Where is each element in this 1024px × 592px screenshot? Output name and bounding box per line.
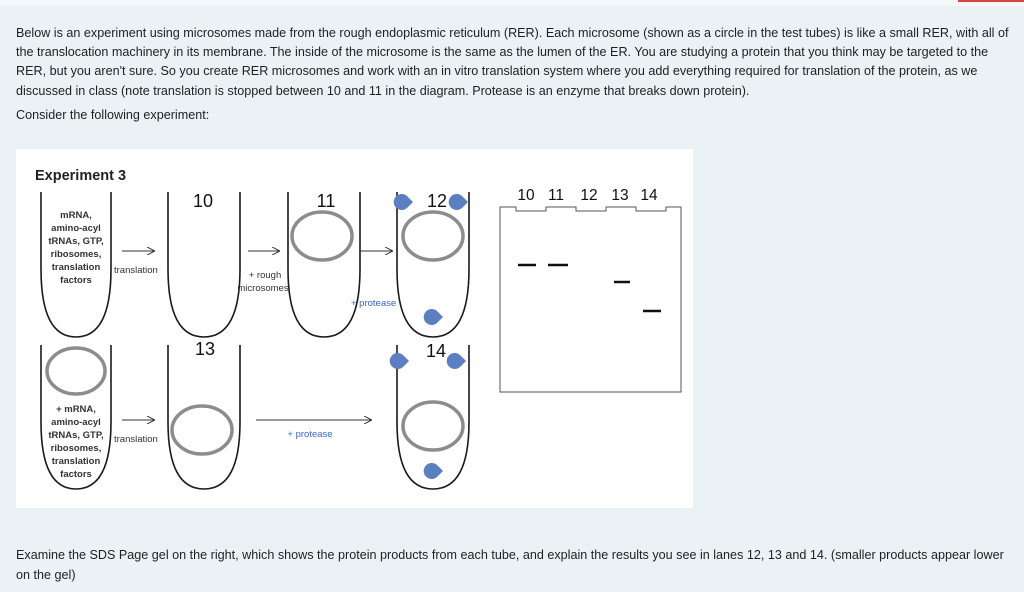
step-label-protease-top: + protease [351,298,397,309]
accent-bar [958,0,1024,2]
svg-text:translation: translation [51,456,101,467]
reagent-list-bottom [48,404,103,480]
experiment-diagram [16,149,693,508]
step-label-protease-bottom: + protease [287,429,333,440]
protease-icon [447,353,466,369]
svg-text:mRNA,: mRNA, [60,210,92,221]
step-label-rough: + rough [248,270,282,281]
gel-lane-labels [517,187,658,204]
protease-icon [424,309,443,325]
lane-label-14: 14 [640,187,658,204]
svg-text:amino-acyl: amino-acyl [51,223,101,234]
tube-label-14: 14 [425,341,447,361]
lane-label-12: 12 [580,187,598,204]
protease-icon [390,353,409,369]
svg-text:ribosomes,: ribosomes, [50,443,102,454]
intro-paragraph: Below is an experiment using microsomes made from the rough endoplasmic reticulum (RER). Each microsome (shown as a circle in the test tubes) is like a small RER, with all of the translocation machinery in its membrane. The inside of the microsome is the same as the lumen of the ER. You are studying a protein that you think may be targeted to the RER, but you aren't sure. So you create RER microsomes and work with an in vitro translation system where you add everything required for translation of the protein, as we discussed in class (note translation is stopped between 10 and 11 in the diagram. Protease is an enzyme that breaks down protein). [16,26,1009,98]
svg-text:tRNAs, GTP,: tRNAs, GTP, [48,430,104,441]
top-divider [0,0,1024,6]
experiment-figure [16,149,693,508]
svg-text:tRNAs, GTP,: tRNAs, GTP, [48,236,104,247]
protease-icon [394,194,413,210]
consider-text: Consider the following experiment: [16,108,210,122]
tube-label-10: 10 [192,191,214,211]
lane-label-11: 11 [547,187,565,204]
protease-icon [449,194,468,210]
tube-label-12: 12 [426,191,448,211]
svg-text:translation: translation [51,262,101,273]
svg-text:factors: factors [60,469,92,480]
question-paragraph: Examine the SDS Page gel on the right, which shows the protein products from each tube, and explain the results you see in lanes 12, 13 and 14. (smaller products appear lower on the gel) [16,548,1004,582]
svg-text:amino-acyl: amino-acyl [51,417,101,428]
reagent-list-top [48,210,103,286]
step-label-microsomes: microsomes [237,283,289,294]
microsome-tube-11 [292,212,352,260]
microsome-start-bottom [47,348,105,394]
microsome-tube-12 [403,212,463,260]
protease-icon [424,463,443,479]
svg-text:ribosomes,: ribosomes, [50,249,102,260]
microsome-tube-14 [403,402,463,450]
figure-title: Experiment 3 [35,168,127,184]
svg-text:factors: factors [60,275,92,286]
step-label-translation-top: translation [114,265,158,276]
lane-label-10: 10 [517,187,535,204]
tube-label-13: 13 [194,339,216,359]
lane-label-13: 13 [611,187,629,204]
step-label-translation-bottom: translation [114,434,158,445]
tube-label-11: 11 [316,191,336,211]
svg-text:+ mRNA,: + mRNA, [56,404,96,415]
gel-outline [500,207,681,392]
tube-10 [168,192,240,337]
microsome-tube-13 [172,406,232,454]
